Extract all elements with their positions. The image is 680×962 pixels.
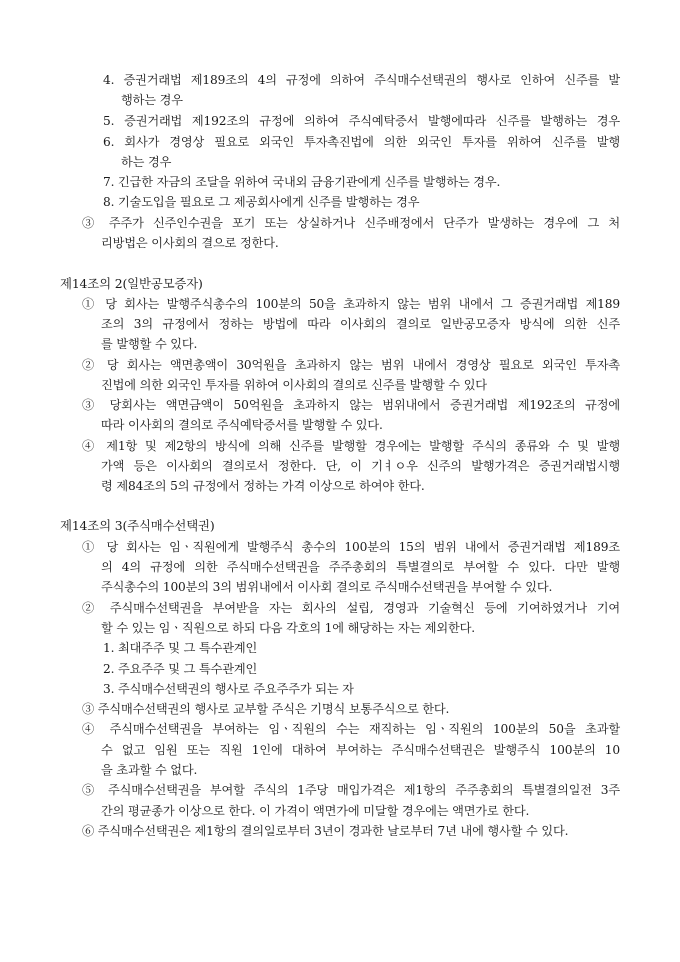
text-line: ④ 제1항 및 제2항의 방식에 의해 신주를 발행할 경우에는 발행할 주식의 종류와 수 및 발행 <box>82 439 620 453</box>
text-line: 령 제84조의 5의 규정에서 정하는 가격 이상으로 하여야 한다. <box>101 479 425 493</box>
text-line: 1. 최대주주 및 그 특수관계인 <box>103 641 258 655</box>
text-line: 5. 증권거래법 제192조의 규정에 의하여 주식예탁증서 발행에따라 신주를 발행하는 경우 <box>103 114 620 128</box>
section-heading: 제14조의 2(일반공모증자) <box>60 276 203 291</box>
text-line: 를 발행할 수 있다. <box>101 337 198 351</box>
text-line: 3. 주식매수선택권의 행사로 주요주주가 되는 자 <box>103 682 354 696</box>
text-line: 하는 경우 <box>121 155 172 169</box>
text-line: 수 없고 임원 또는 직원 1인에 대하여 부여하는 주식매수선택권은 발행주식 100분의 10 <box>101 743 620 757</box>
text-line: 할 수 있는 임ㆍ직원으로 하되 다음 각호의 1에 해당하는 자는 제외한다. <box>101 621 476 635</box>
text-line: ③ 주식매수선택권의 행사로 교부할 주식은 기명식 보통주식으로 한다. <box>82 702 450 716</box>
text-line: ④ 주식매수선택권을 부여하는 임ㆍ직원의 수는 재직하는 임ㆍ직원의 100분의 50을 초과할 <box>82 722 620 736</box>
text-line: 의 4의 규정에 의한 주식매수선택권을 주주총회의 특별결의로 부여할 수 있다. 다만 발행 <box>101 560 620 574</box>
text-line: 2. 주요주주 및 그 특수관계인 <box>103 662 258 676</box>
text-line: ② 당 회사는 액면총액이 30억원을 초과하지 않는 범위 내에서 경영상 필요로 외국인 투자촉 <box>82 358 620 372</box>
text-line: ① 당 회사는 임ㆍ직원에게 발행주식 총수의 100분의 15의 범위 내에서 증권거래법 제189조 <box>82 540 620 554</box>
section-heading: 제14조의 3(주식매수선택권) <box>60 518 215 533</box>
text-line: 7. 긴급한 자금의 조달을 위하여 국내외 금융기관에게 신주를 발행하는 경우. <box>103 175 501 189</box>
text-line: 따라 이사회의 결의로 주식예탁증서를 발행할 수 있다. <box>101 418 383 432</box>
text-line: 진법에 의한 외국인 투자를 위하여 이사회의 결의로 신주를 발행할 수 있다 <box>101 378 487 392</box>
text-line: 6. 회사가 경영상 필요로 외국인 투자촉진법에 의한 외국인 투자를 위하여 신주를 발행 <box>103 135 620 149</box>
text-line: 행하는 경우 <box>121 93 183 107</box>
text-line: ② 주식매수선택권을 부여받을 자는 회사의 설립, 경영과 기술혁신 등에 기여하였거나 기여 <box>82 601 620 615</box>
text-line: 8. 기술도입을 필요로 그 제공회사에게 신주를 발행하는 경우 <box>103 195 420 209</box>
text-line: 주식총수의 100분의 3의 범위내에서 이사회 결의로 주식매수선택권을 부여할 수 있다. <box>101 580 553 594</box>
text-line: 을 초과할 수 없다. <box>101 763 198 777</box>
text-line: 리방법은 이사회의 결으로 정한다. <box>101 236 279 250</box>
text-line: ⑤ 주식매수선택권을 부여할 주식의 1주당 매입가격은 제1항의 주주총회의 특별결의일전 3주 <box>82 783 620 797</box>
text-line: 조의 3의 규정에서 정하는 방법에 따라 이사회의 결의로 일반공모증자 방식에 의한 신주 <box>101 317 620 331</box>
text-line: 가액 등은 이사회의 결의로서 정한다. 단, 이 기ㅕㅇ우 신주의 발행가격은 증권거래법시행 <box>101 459 620 473</box>
text-line: 간의 평균종가 이상으로 한다. 이 가격이 액면가에 미달할 경우에는 액면가로 한다. <box>101 804 530 818</box>
text-line: ③ 주주가 신주인수권을 포기 또는 상실하거나 신주배정에서 단주가 발생하는 경우에 그 처 <box>82 216 620 230</box>
text-line: ① 당 회사는 발행주식총수의 100분의 50을 초과하지 않는 범위 내에서 그 증권거래법 제189 <box>82 297 620 311</box>
text-line: ③ 당회사는 액면금액이 50억원을 초과하지 않는 범위내에서 증권거래법 제192조의 규정에 <box>82 398 620 412</box>
text-line: 4. 증권거래법 제189조의 4의 규정에 의하여 주식매수선택권의 행사로 인하여 신주를 발 <box>103 73 620 87</box>
text-line: ⑥ 주식매수선택권은 제1항의 결의일로부터 3년이 경과한 날로부터 7년 내에 행사할 수 있다. <box>82 824 569 838</box>
